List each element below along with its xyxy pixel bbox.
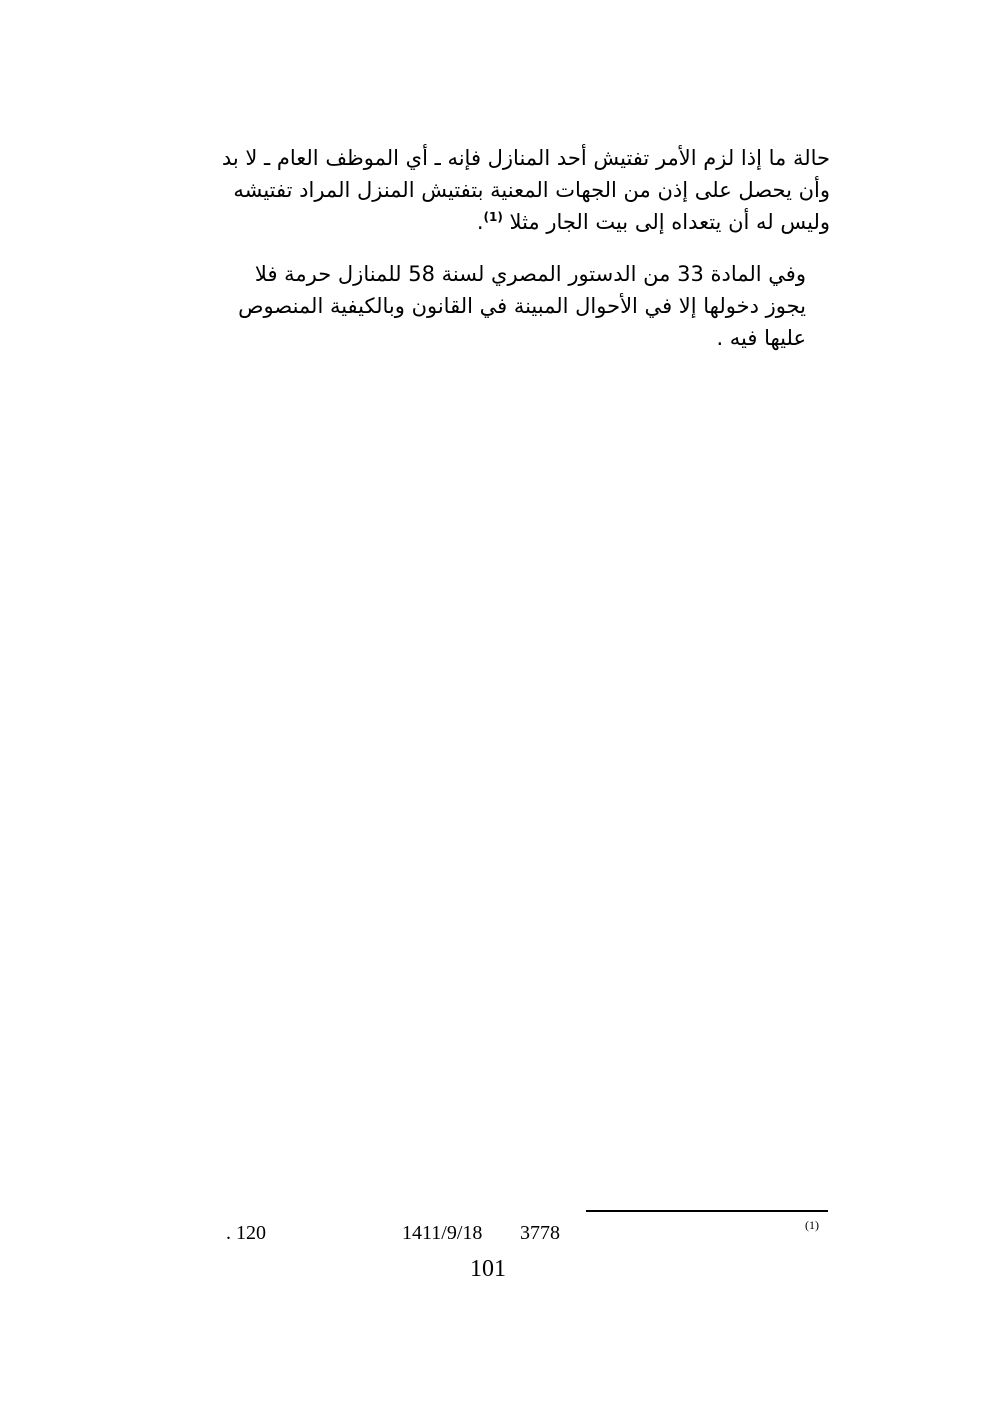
footnote-number: 3778 bbox=[520, 1222, 560, 1244]
paragraph-2-line-2: يجوز دخولها إلا في الأحوال المبينة في القانون وبالكيفية المنصوص bbox=[238, 294, 806, 318]
paragraph-1-line-3-text: وليس له أن يتعداه إلى بيت الجار مثلا bbox=[509, 210, 830, 234]
footnote-date: 1411/9/18 bbox=[402, 1222, 483, 1244]
paragraph-2-line-3: عليها فيه . bbox=[716, 326, 806, 350]
paragraph-1-line-3-period: . bbox=[476, 210, 484, 234]
paragraph-2 bbox=[150, 258, 830, 354]
footnote-page-ref: . 120 bbox=[226, 1222, 266, 1244]
paragraph-2-line-1: وفي المادة 33 من الدستور المصري لسنة 58 للمنازل حرمة فلا bbox=[254, 262, 806, 286]
paragraph-1 bbox=[150, 142, 830, 238]
paragraph-1-line-3 bbox=[150, 206, 830, 238]
paragraph-1-line-1: حالة ما إذا لزم الأمر تفتيش أحد المنازل فإنه ـ أي الموظف العام ـ لا بد bbox=[221, 146, 830, 170]
page-number: 101 bbox=[470, 1256, 506, 1282]
footnote-separator bbox=[586, 1210, 828, 1212]
footnote-reference: (1) bbox=[483, 210, 503, 224]
paragraph-1-line-2: وأن يحصل على إذن من الجهات المعنية بتفتيش المنزل المراد تفتيشه bbox=[233, 178, 830, 202]
footnote-marker: (1) bbox=[805, 1218, 819, 1232]
